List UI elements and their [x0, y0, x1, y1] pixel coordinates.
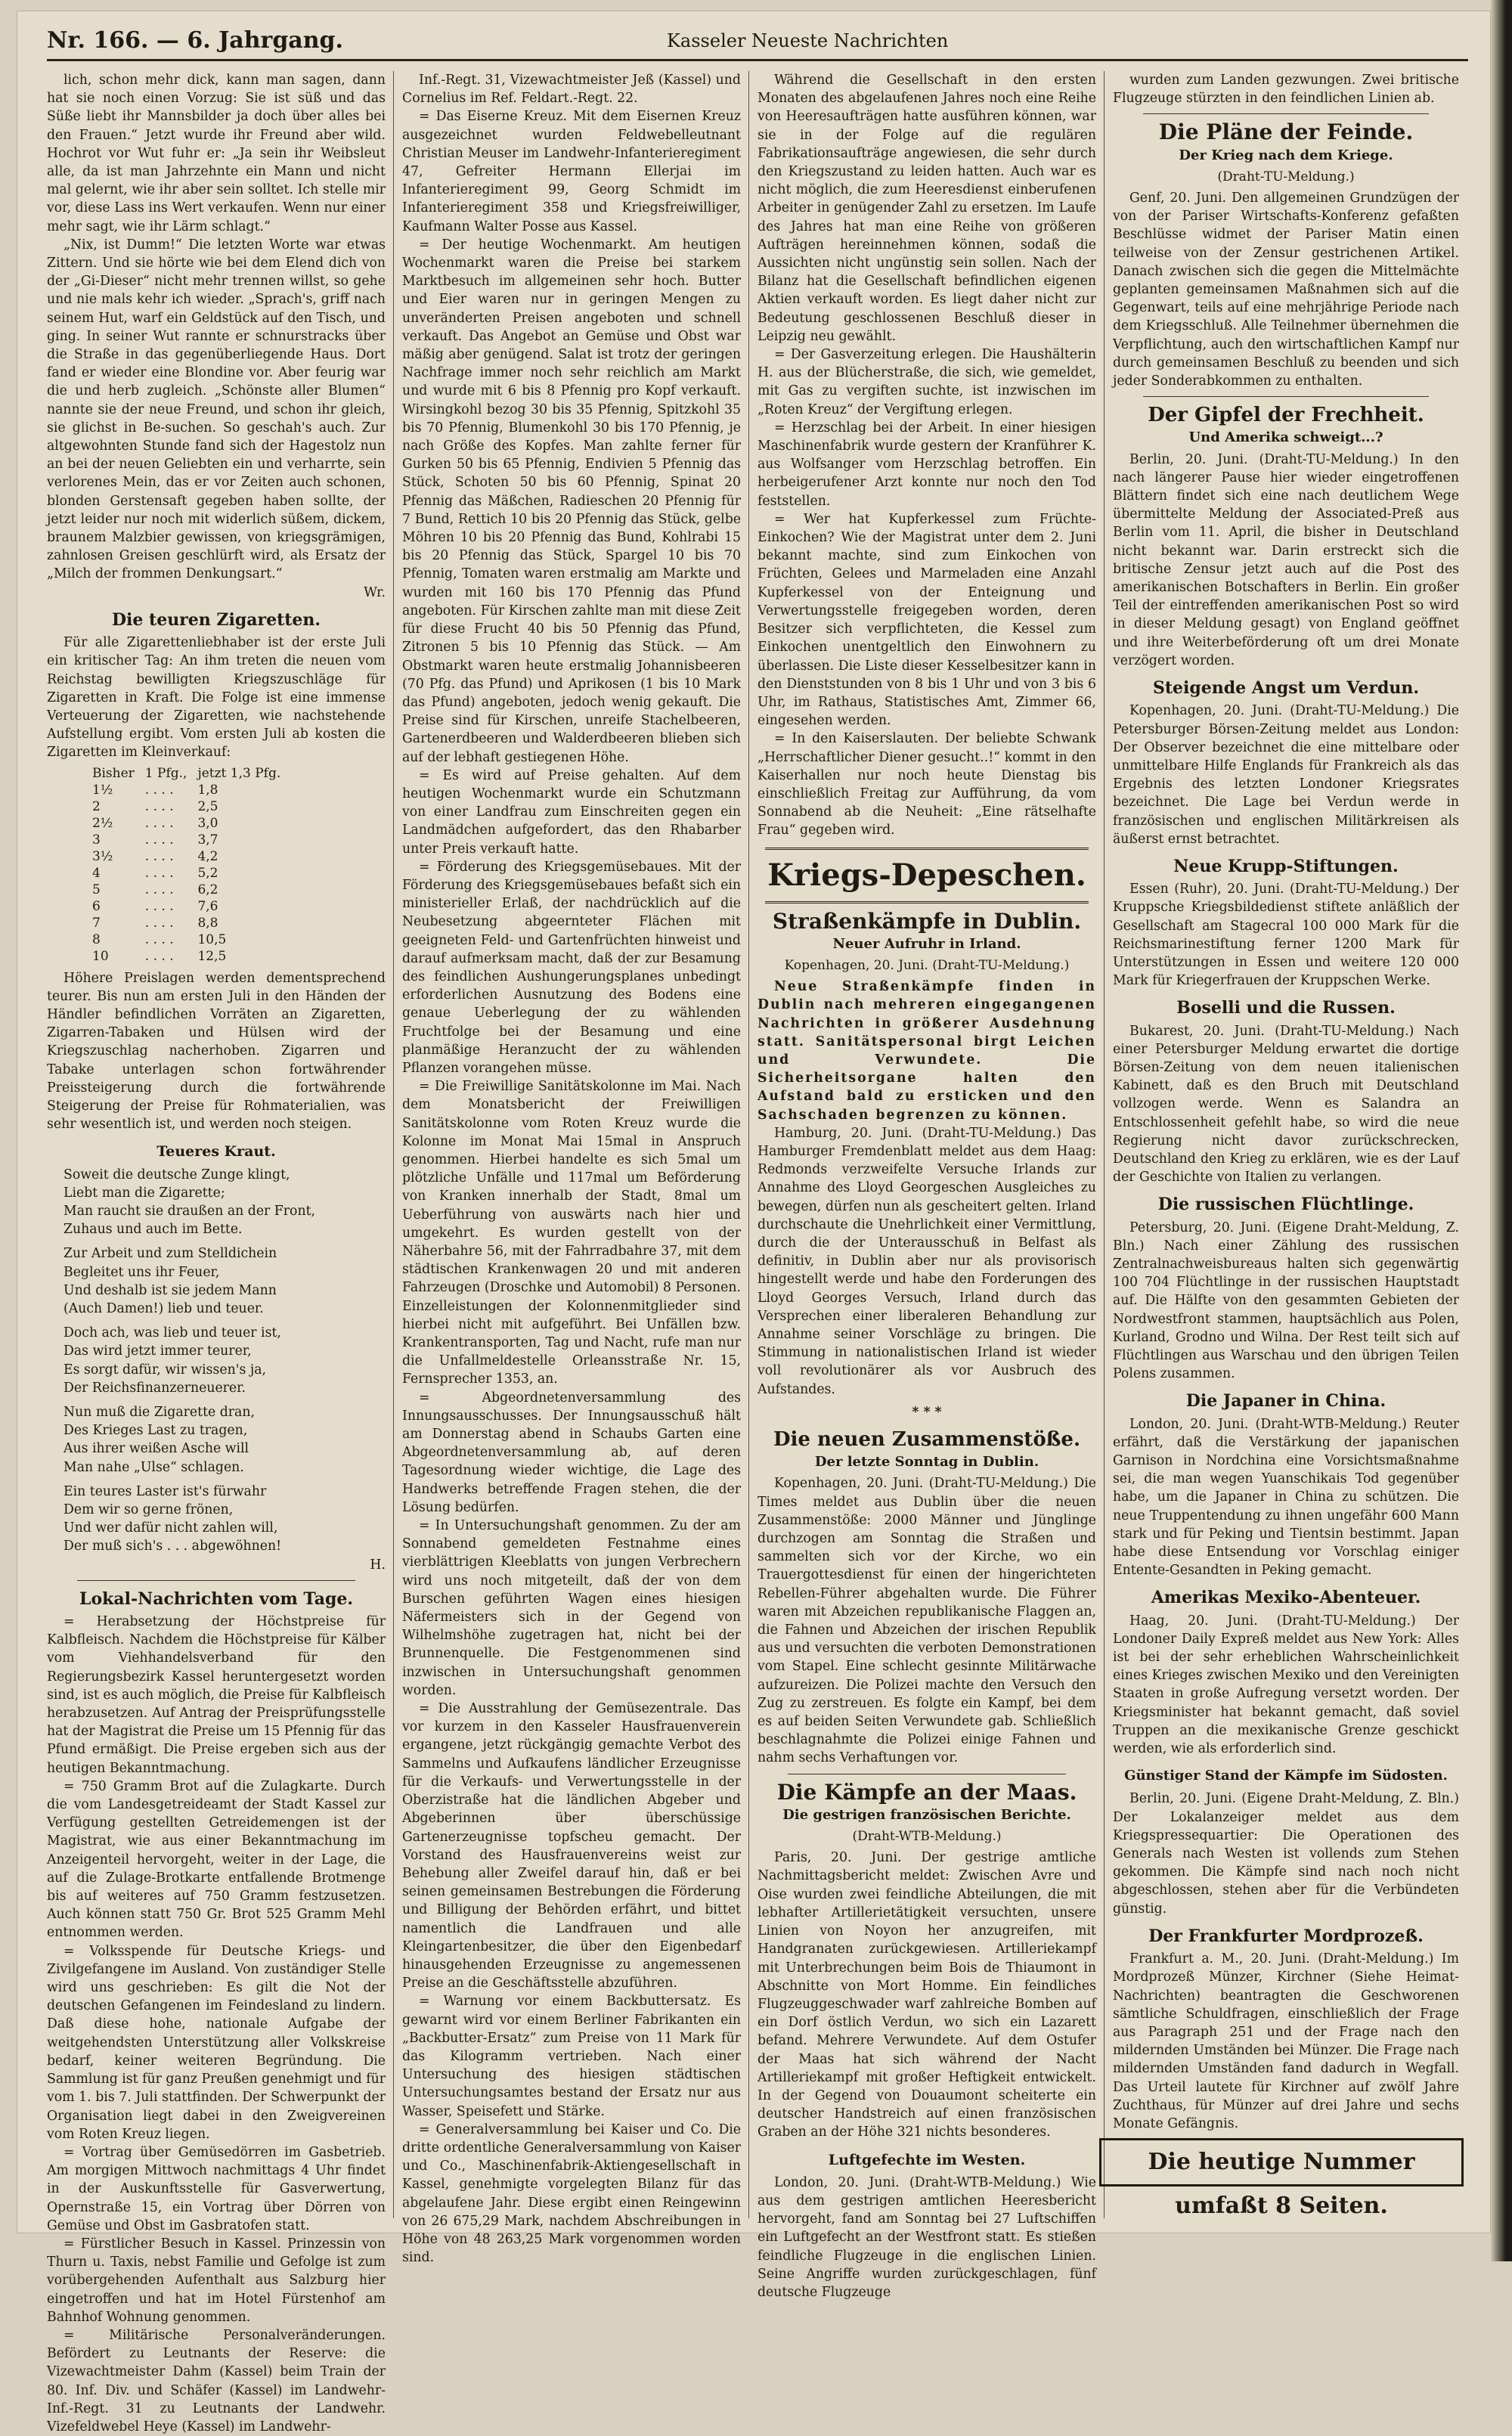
local-news-item: = Vortrag über Gemüsedörren im Gasbetrieb. Am morgigen Mittwoch nachmittags 4 Uhr findet in der Auskunftsstelle für Gasverwertung, Opernstraße 15, ein Vortrag über Dörren von Gemüse und Obst im Gasbratofen statt. — [47, 2144, 386, 2233]
news-item: = Der Gasverzeitung erlegen. Die Haushälterin H. aus der Blücherstraße, die sich, wie gemeldet, mit Gas zu vergiften suchte, ist inzwischen im „Roten Kreuz“ der Vergiftung erlegen. — [758, 347, 1096, 417]
news-item: = Das Eiserne Kreuz. Mit dem Eisernen Kreuz ausgezeichnet wurden Feldwebelleutnant Christian Meuser im Landwehr-Infanterieregiment 47, Gefreiter Hermann Ellerjai im Infanterieregiment 99, Georg Schmidt im Infanterieregiment 358 und Kriegsfreiwilliger, Kaufmann Walter Posse aus Kassel. — [402, 109, 741, 234]
price-dots: . . . . — [144, 915, 174, 931]
price-row — [92, 915, 291, 931]
dispatch-text: Hamburg, 20. Juni. (Draht-TU-Meldung.) Das Hamburger Fremdenblatt meldet aus dem Haag: Redmonds verzweifelte Versuche Irlands zur Annahme des Lloyd Georgeschen Ausgleiches zu bewegen, dürfen nun als gescheitert gelten. Irland durchschaute die Unehrlichkeit einer Vermittlung, durch die der Unterausschuß in Belfast als definitiv, in Dublin aber nur als provisorisch hingestellt werde und habe den Forderungen des Lloyd Georges Versuch, Irland durch das Versprechen einer liberaleren Behandlung zur Annahme seiner Vorschläge zu bringen. Die Stimmung in nationalistischen Irland ist wieder voll revolutionärer als vor Ausbruch des Aufstandes. — [758, 1125, 1096, 1397]
price-new: 3,0 — [197, 815, 218, 831]
price-old: 2½ — [92, 815, 113, 831]
poem-line: Zuhaus und auch im Bette. — [64, 1222, 243, 1238]
column-rule — [748, 71, 749, 2218]
separator — [77, 1580, 355, 1581]
dispatch-text: Berlin, 20. Juni. (Draht-TU-Meldung.) In den nach längerer Pause hier wieder eingetroffenen Blättern findet sich eine nach deutlichem Wege übermittelte Meldung der Associated-Preß aus Berlin vom 11. April, die bisher in Deutschland nicht bekannt war. Darin erstreckt sich die britische Zensur jetzt auch auf die Post des amerikanischen Botschafters in Berlin. Ein großer Teil der eintreffenden amerikanischen Post so wird in dieser Meldung gesagt) von England geöffnet und ihre Weiterbeförderung oft um drei Monate verzögert worden. — [1113, 451, 1459, 668]
price-new: 3,7 — [197, 832, 218, 848]
price-row — [92, 882, 291, 898]
price-dots: . . . . — [144, 898, 174, 914]
news-item: = Förderung des Kriegsgemüsebaues. Mit der Förderung des Kriegsgemüsebaues befaßt sich ein ministerieller Erlaß, der nachdrücklich auf die Neubesetzung abgeernteter Flächen mit geeigneten Feld- und Gartenfrüchten hinweist und darauf aufmerksam macht, daß der zur Besamung des feindlichen Aushungerungsplanes unbedingt erforderlichen Ausnutzung des Bodens eine genaue Ueberlegung der zu wählenden Fruchtfolge bei der Besamung und eine planmäßige Heranzucht der zu wählenden Pflanzen vorangehen müsse. — [402, 859, 741, 1076]
price-old: 5 — [92, 882, 101, 897]
poem-line: Aus ihrer weißen Asche will — [64, 1441, 249, 1457]
newspaper-page — [17, 11, 1491, 2434]
news-item: = Wer hat Kupferkessel zum Früchte-Einkochen? Wie der Magistrat unter dem 2. Juni bekannt machte, sind zum Einkochen von Früchten, Gelees und Marmeladen eine Anzahl Kupferkessel von der Enteignung und Verwertungsstelle freigegeben worden, deren Besitzer sich verpflichteten, die Kessel zum Einkochen unentgeltlich den Einwohnern zu überlassen. Die Liste dieser Kesselbesitzer kann in den Dienststunden von 8 bis 1 Uhr und von 3 bis 6 Uhr, im Rathaus, Statistisches Amt, Zimmer 66, eingesehen werden. — [758, 511, 1096, 729]
poem-line: Und deshalb ist sie jedem Mann — [64, 1282, 277, 1298]
krupp-headline: Neue Krupp-Stiftungen. — [1173, 856, 1399, 876]
price-new: 6,2 — [197, 882, 218, 897]
news-item: = Es wird auf Preise gehalten. Auf dem heutigen Wochenmarkt wurde ein Schutzmann von einer Landfrau zum Einschreiten gegen ein Landmädchen aufgefordert, das den Rhabarber unter Preis verkauft hatte. — [402, 767, 741, 857]
news-item: = In den Kaiserslauten. Der beliebte Schwank „Herrschaftlicher Diener gesucht..!“ kommt in den Kaiserhallen nur noch heute Dienstag bis einschließlich Freitag zur Aufführung, da vom Sonnabend ab die Neuheit: „Eine rätselhafte Frau“ gegeben wird. — [758, 731, 1096, 838]
poem-line: Doch ach, was lieb und teuer ist, — [64, 1325, 281, 1341]
poem-line: Dem wir so gerne frönen, — [64, 1502, 234, 1517]
dispatch-text: London, 20. Juni. (Draht-WTB-Meldung.) Reuter erfährt, daß die Verstärkung der japanischen Garnison in Nordchina eine Vorsichtsmaßnahme sei, die man wegen Yuanschikais Tod gegenüber habe, um die Japaner in China zu schützen. Die neue Truppentendung zu ihnen ungefähr 600 Mann stark und für Peking und Tientsin bestimmt. Japan habe diese Entsendung vor Vorschlag einiger Entente-Gesandten in Peking gemacht. — [1113, 1416, 1459, 1579]
poem-line — [64, 1238, 386, 1244]
news-item: = In Untersuchungshaft genommen. Zu der am Sonnabend gemeldeten Festnahme eines vierblättrigen Kleeblatts von jungen Verbrechern wird uns noch mitgeteilt, daß der von dem Burschen geführten Wagen eines hiesigen Näfermeisters sich in der Gegend von Wilhelmshöhe zugetragen hat, nicht bei der Brunnenquelle. Die Festgenommenen sind inzwischen in Untersuchungshaft genommen worden. — [402, 1518, 741, 1698]
news-item: = Generalversammlung bei Kaiser und Co. Die dritte ordentliche Generalversammlung von Kaiser und Co., Maschinenfabrik-Aktiengesellschaft in Kassel, genehmigte vorgelegten Bilanz für das abgelaufene Jahr. Diese ergibt einen Reingewinn von 26 675,29 Mark, nachdem Abschreibungen in Höhe von 48 263,25 Mark vorgenommen worden sind. — [402, 2121, 741, 2266]
price-row — [92, 848, 291, 865]
column-3 — [758, 71, 1096, 2300]
dispatch-text: London, 20. Juni. (Draht-WTB-Meldung.) Wie aus dem gestrigen amtlichen Heeresbericht hervorgeht, fand am Sonntag bei 27 Luftschiffen ein Luftgefecht an der Westfront statt. Es stießen feindliche Flugzeuge in die englischen Linien. Seine Angriffe wurden zurückgeschlagen, fünf deutsche Flugzeuge — [758, 2174, 1096, 2300]
dispatch-text: Frankfurt a. M., 20. Juni. (Draht-Meldung.) Im Mordprozeß Münzer, Kirchner (Siehe Heimat-Nachrichten) beantragten die Geschworenen sämtliche Schuldfragen, einschließlich der Frage aus Paragraph 251 und der Frage nach den mildernden Umständen bei Münzer. Die Frage nach mildernden Umständen fand dadurch in Wegfall. Das Urteil lautete für Kirchner auf zwölf Jahre Zuchthaus, für Münzer auf drei Jahre und sechs Monate Gefängnis. — [1113, 1951, 1459, 2131]
poem-line: Man raucht sie draußen an der Front, — [64, 1203, 316, 1219]
poem-line: Der Reichsfinanzerneuerer. — [64, 1380, 246, 1396]
local-news-headline: Lokal-Nachrichten vom Tage. — [79, 1588, 353, 1609]
separator — [1143, 396, 1429, 397]
poem-line: Ein teures Laster ist's fürwahr — [64, 1483, 267, 1499]
dispatch-text: Bukarest, 20. Juni. (Draht-TU-Meldung.) Nach einer Petersburger Meldung erwartet die dortige Börsen-Zeitung von dem neuen italienischen Kabinett, daß es den Bruch mit Deutschland vollzogen werde. Wenn es Salandra an Entschlossenheit gefehlt habe, so wird die neue Regierung nicht davor zurückschrecken, Deutschland den Krieg zu erklären, wie es der Lauf der Geschichte von Italien zu verlangen. — [1113, 1023, 1459, 1185]
price-row — [92, 931, 291, 948]
price-dots: . . . . — [144, 931, 174, 947]
price-new: 1,8 — [197, 782, 218, 798]
enemy-plans-agency: (Draht-TU-Meldung.) — [1217, 169, 1355, 184]
column-rule — [393, 71, 394, 2218]
poem-line: Man nahe „Ulse“ schlagen. — [64, 1459, 244, 1475]
news-item: = Der heutige Wochenmarkt. Am heutigen Wochenmarkt waren die Preise bei starkem Marktbesuch im allgemeinen sehr hoch. Butter und Eier waren nur in geringen Mengen zu unveränderten Preisen angeboten und schnell verkauft. Das Angebot an Gemüse und Obst war mäßig aber genügend. Salat ist trotz der geringen Nachfrage immer noch sehr reichlich am Markt und wurde mit 6 bis 8 Pfennig pro Kopf verkauft. Wirsingkohl bezog 30 bis 35 Pfennig, Spitzkohl 35 bis 70 Pfennig, Blumenkohl 30 bis 170 Pfennig, je nach Größe des Kopfes. Man zahlte ferner für Gurken 50 bis 65 Pfennig, Endivien 5 Pfennig das Stück, Schoten 50 bis 60 Pfennig, Spinat 20 Pfennig das Mäßchen, Radieschen 20 Pfennig für 7 Bund, Rettich 10 bis 20 Pfennig das Stück, gelbe Möhren 10 bis 20 Pfennig das Bund, Kohlrabi 15 bis 20 Pfennig das Stück, Spargel 10 bis 70 Pfennig, Tomaten waren erstmalig am Markte und wurden mit 160 bis 170 Pfennig das Pfund angeboten. Für Kirschen zahlte man mit diese Zeit für diese Frucht 40 bis 50 Pfennig das Pfund, Zitronen 5 bis 10 Pfennig das Stück. — Am Obstmarkt waren heute erstmalig Johannisbeeren (70 Pfg. das Pfund) und Aprikosen (1 bis 10 Mark das Pfund) angeboten, jedoch wenig gekauft. Die Preise sind für Kirschen, unreife Stachelbeeren, Gartenerdbeeren und Walderdbeeren blieben sich auf der lebhaft gestiegenen Höhe. — [402, 237, 741, 765]
price-old: 7 — [92, 915, 101, 931]
poem-line: Liebt man die Zigarette; — [64, 1185, 225, 1201]
dublin-subheadline: Neuer Aufruhr in Irland. — [832, 935, 1021, 952]
dispatch-text: Kopenhagen, 20. Juni. (Draht-TU-Meldung.) Die Petersburger Börsen-Zeitung meldet aus London: Der Observer bezeichnet die eine mittelbare oder unmittelbare Hilfe Englands für Frankreich als das Ergebnis des letzten Londoner Kriegsrates bezeichnet. Die Lage bei Verdun werde in französischen und englischen Militärkreisen als äußerst ernst betrachtet. — [1113, 703, 1459, 847]
price-new: 2,5 — [197, 798, 218, 814]
dublin-dateline: Kopenhagen, 20. Juni. (Draht-TU-Meldung.) — [784, 957, 1070, 973]
local-news-item: = Volksspende für Deutsche Kriegs- und Zivilgefangene im Ausland. Von zuständiger Stelle wird uns geschrieben: Es gilt die Not der deutschen Gefangenen im Feindesland zu lindern. Daß diese hohe, nationale Aufgabe der weitgehendsten Unterstützung aller Volkskreise bedarf, keiner weiteren Begründung. Die Sammlung ist für ganz Preußen genehmigt und für vom 1. bis 7. Juli stattfinden. Der Schwerpunkt der Organisation liegt dabei in den Zweigvereinen vom Roten Kreuz liegen. — [47, 1943, 386, 2142]
column-rule — [1104, 71, 1105, 2218]
air-battles-headline: Luftgefechte im Westen. — [828, 2151, 1026, 2168]
price-new: 5,2 — [197, 865, 218, 881]
dispatch-text: Petersburg, 20. Juni. (Eigene Draht-Meldung, Z. Bln.) Nach einer Zählung des russischen Zentralnachweisbureaus halten sich gegenwärtig 100 704 Flüchtlinge in der russischen Hauptstadt auf. Die Hälfte von den gesammten Gebieten der Nordwestfront stammen, hauptsächlich aus Polen, Kurland, Grodno und Wilna. Der Rest teilt sich auf Flüchtlingen aus Warschau und den übrigen Teilen Polens zusammen. — [1113, 1220, 1459, 1382]
dispatch-text: Genf, 20. Juni. Den allgemeinen Grundzügen der von der Pariser Wirtschafts-Konferenz gefaßten Beschlüsse widmet der Pariser Matin einen teilweise von der Zensur gestrichenen Artikel. Danach zwischen sich die gegen die Mittelmächte geplanten gemeinsamen Maßnahmen sich auf die Gegenwart, teils auf eine mehrjährige Periode nach dem Kriegsschluß. Alle Teilnehmer übernehmen die Verpflichtung, auch den wirtschaftlichen Kampf nur durch gemeinsamen Beschluß zu beenden und sich jeder Sonderabkommen zu enthalten. — [1113, 191, 1459, 389]
enemy-plans-headline: Die Pläne der Feinde. — [1158, 119, 1414, 145]
price-old: 1½ — [92, 782, 113, 798]
poem-line: Das wird jetzt immer teurer, — [64, 1344, 252, 1359]
poem-line: Begleitet uns ihr Feuer, — [64, 1264, 220, 1280]
separator — [765, 848, 1089, 850]
price-old: 8 — [92, 931, 101, 947]
clashes-subheadline: Der letzte Sonntag in Dublin. — [814, 1454, 1040, 1471]
war-dispatches-headline: Kriegs-Depeschen. — [767, 857, 1086, 893]
dispatch-text: Neue Straßenkämpfe finden in Dublin nach mehreren eingegangenen Nachrichten in größerer Ausdehnung statt. Sanitätspersonal birgt Leichen und Verwundete. Die Sicherheitsorgane halten den Aufstand bald zu ersticken und den Sachschaden begrenzen zu können. — [758, 979, 1096, 1123]
frechheit-subheadline: Und Amerika schweigt...? — [1188, 429, 1383, 446]
local-news-item: = Herabsetzung der Höchstpreise für Kalbfleisch. Nachdem die Höchstpreise für Kälber vom Viehhandelsverband für den Regierungsbezirk Kassel heruntergesetzt worden sind, ist es auch möglich, die Preise für Kalbfleisch herabzusetzen. Auf Antrag der Preisprüfungsstelle hat der Magistrat die Preise um 15 Pfennig für das Pfund ermäßigt. Die Preise ergeben sich aus der heutigen Bekanntmachung. — [47, 1614, 386, 1776]
price-dots: . . . . — [144, 798, 174, 814]
column-1 — [47, 71, 386, 2434]
price-dots: . . . . — [144, 882, 174, 897]
lead-signature: Wr. — [364, 584, 386, 600]
dispatch-text: Paris, 20. Juni. Der gestrige amtliche Nachmittagsbericht meldet: Zwischen Avre und Oise wurden zwei feindliche Abteilungen, die mit lebhafter Artillerietätigkeit versuchten, unsere Linien von Noyon her anzugreifen, mit Handgranaten zurückgewiesen. Artilleriekampf mit Unterbrechungen beim Bois de Thiaumont in Abschnitte von Mort Homme. Ein feindliches Flugzeuggeschwader warf zahlreiche Bomben auf ein Dorf östlich Verdun, wo sich ein Lazarett befand. Mehrere Verwundete. Auf dem Ostufer der Maas hat sich während der Nacht Artilleriekampf mit großer Heftigkeit entwickelt. In der Gegend von Douaumont scheiterte ein deutscher Handstreich auf einen französischen Graben an der Höhe 321 nichts besonderes. — [758, 1850, 1096, 2140]
price-row — [92, 832, 291, 848]
price-header-cell: jetzt 1,3 Pfg. — [197, 765, 281, 781]
price-table-header — [92, 765, 291, 782]
price-header-cell: Bisher — [92, 765, 135, 781]
column-2 — [402, 71, 742, 2266]
price-old: 3 — [92, 832, 101, 848]
price-old: 4 — [92, 865, 101, 881]
news-item: = Abgeordnetenversammlung des Innungsausschusses. Der Innungsausschuß hält am Donnerstag abend in Schaubs Garten eine Abgeordnetenversammlung ab, auf deren Tagesordnung wieder wichtige, die Lage des Handwerks betreffende Fragen stehen, die der Lösung bedürfen. — [402, 1390, 741, 1515]
poem-headline: Teueres Kraut. — [156, 1143, 276, 1161]
page-count-notice: Die heutige Nummer umfaßt 8 Seiten. — [1099, 2138, 1464, 2187]
price-header-cell: 1 Pfg., — [144, 765, 187, 781]
poem-line — [64, 1397, 386, 1403]
price-old: 3½ — [92, 848, 113, 864]
poem-line: Soweit die deutsche Zunge klingt, — [64, 1167, 290, 1182]
column-4 — [1113, 71, 1459, 2131]
price-new: 8,8 — [197, 915, 218, 931]
poem-signature: H. — [370, 1557, 386, 1573]
news-item: wurden zum Landen gezwungen. Zwei britische Flugzeuge stürzten in den feindlichen Linien ab. — [1113, 73, 1459, 107]
scan-edge — [1491, 0, 1512, 2261]
price-new: 7,6 — [197, 898, 218, 914]
poem-line: Zur Arbeit und zum Stelldichein — [64, 1246, 277, 1262]
dispatch-text: Berlin, 20. Juni. (Eigene Draht-Meldung, Z. Bln.) Der Lokalanzeiger meldet aus dem Kriegspressequartier: Die Operationen des Generals nach Westen ist vollends zum Stehen gekommen. Die Kämpfe sind nach noch nicht abgeschlossen, stehen aber für die Verbündeten günstig. — [1113, 1791, 1459, 1917]
frechheit-headline: Der Gipfel der Frechheit. — [1148, 404, 1424, 427]
boselli-headline: Boselli und die Russen. — [1176, 998, 1396, 1018]
price-dots: . . . . — [144, 848, 174, 864]
news-item: = Die Freiwillige Sanitätskolonne im Mai. Nach dem Monatsbericht der Freiwilligen Sanitätskolonne vom Roten Kreuz wurde die Kolonne im Monat Mai 15mal in Anspruch genommen. Hierbei handelte es sich 5mal um plötzliche Unfälle und 117mal um Beförderung von Kranken innerhalb der Stadt, 8mal um Ueberführung von auswärts nach hier und umgekehrt. Es wurden gestellt von der Näherbahre 56, mit der Fahrradbahre 37, mit dem städtischen Krankenwagen 20 und mit anderen Fahrzeugen (Droschke und Automobil) 8 Personen. Einzelleistungen der Kolonnenmitglieder sind hierbei nicht mit aufgeführt. Bei Unfällen bzw. Krankentransporten, Tag und Nacht, rufe man nur die Unfallmeldestelle Orleansstraße Nr. 15, Fernsprecher 1353, an. — [402, 1079, 742, 1387]
news-item: = Warnung vor einem Backbuttersatz. Es gewarnt wird vor einem Berliner Fabrikanten ein „Backbutter-Ersatz“ zum Preise von 11 Mark für das Kilogramm vertrieben. Nach einer Untersuchung des hiesigen städtischen Untersuchungsamtes bestand der Ersatz nur aus Wasser, Speisefett und Stärke. — [402, 1994, 741, 2119]
price-table — [92, 765, 291, 965]
refugees-headline: Die russischen Flüchtlinge. — [1157, 1195, 1414, 1215]
separator — [765, 901, 1089, 903]
price-new: 4,2 — [197, 848, 218, 864]
price-old: 2 — [92, 798, 101, 814]
local-news-item: = 750 Gramm Brot auf die Zulagkarte. Durch die vom Landesgetreideamt der Stadt Kassel zur Verfügung gestellten Getreidemengen ist der Magistrat, wie aus einer Bekanntmachung im Anzeigenteil hervorgeht, weiter in der Lage, die auf die Zulage-Brotkarte entfallende Brotmenge bis auf weiteres auf 750 Gramm festzusetzen. Auch können statt 750 Gr. Brot 525 Gramm Mehl entnommen werden. — [47, 1778, 386, 1941]
news-item: Inf.-Regt. 31, Vizewachtmeister Jeß (Kassel) und Cornelius im Ref. Feldart.-Regt. 22. — [402, 73, 741, 107]
cigarettes-text: Höhere Preislagen werden dementsprechend teurer. Bis nun am ersten Juli in den Händen der Händler befindlichen Vorräten an Zigaretten, Zigarren-Tabaken und Hülsen wird der Kriegszuschlag nacherhoben. Zigarren und Tabake unterlagen schon fortwährender Preissteigerung durch die fortwährende Steigerung der Preise für Rohmaterialien, was sehr wesentlich ist, und werden noch steigen. — [47, 970, 386, 1133]
price-row — [92, 798, 291, 815]
price-row — [92, 815, 291, 832]
lead-paragraph: „Nix, ist Dumm!“ Die letzten Worte war etwas Zittern. Und sie hörte wie bei dem Elend dich von der „Gi-Dieser“ nicht mehr trennen willst, so gehe und nie mals kehr ich wieder. „Sprach's, griff nach seinem Hut, warf ein Geldstück auf den Tisch, und ging. In seiner Wut rannte er schnurstracks über die Straße in das gegenüberliegende Haus. Dort fand er wieder eine Blondine vor. Aber feurig war die und herb zugleich. „Schönste aller Blumen“ nannte sie der neue Freund, und schon ihr gleich, sie glichst in Be-suchen. So geschah's auch. Zur altgewohnten Stunde fand sich der Hagestolz nun an bei der neuen Geliebten ein und verharrte, sein verlorenes Mein, das er vor Zeiten auch schonen, blonden Gerstensaft gegeben haben sollte, der jetzt leider nur noch mit widerlich süßem, dickem, braunem Malzbier gewissen, von kriegsgrämigen, zahnlosen Greisen geschlürft wird, als Ersatz der „Milch der frommen Denkungsart.“ — [47, 237, 386, 582]
price-row — [92, 865, 291, 882]
price-row — [92, 948, 291, 965]
verdun-headline: Steigende Angst um Verdun. — [1152, 678, 1420, 699]
mexico-headline: Amerikas Mexiko-Abenteuer. — [1151, 1588, 1421, 1608]
southeast-headline: Günstiger Stand der Kämpfe im Südosten. — [1124, 1768, 1448, 1784]
news-item: = Herzschlag bei der Arbeit. In einer hiesigen Maschinenfabrik wurde gestern der Kranführer K. aus Wolfsanger vom Herzschlag betroffen. Ein herbeigerufener Arzt konnte nur noch den Tod feststellen. — [758, 420, 1096, 509]
poem — [47, 1166, 386, 1556]
lead-paragraph: lich, schon mehr dick, kann man sagen, dann hat sie noch einen Vorzug: Sie ist süß und das Süße liebt ihr Mannsbilder ja doch über alles bei den Frauen.“ Jetzt wurde ihr Freund aber wild. Hochrot vor Wut fuhr er: „Ja sein ihr Weibsleut alle, da ist man Jahrzehnte ein Mann und nicht mal gelernt, wie ihr aber sein solltet. Ich stelle mir vor, diese Lass ins Wert verkaufen. Wenn nur einer mehr sagt, wie ihr Lärm schlagt.“ — [47, 73, 386, 234]
separator — [1143, 113, 1429, 114]
price-new: 10,5 — [197, 931, 227, 947]
price-dots: . . . . — [144, 865, 174, 881]
price-dots: . . . . — [144, 948, 174, 964]
enemy-plans-subheadline: Der Krieg nach dem Kriege. — [1179, 147, 1393, 163]
japan-headline: Die Japaner in China. — [1185, 1391, 1387, 1412]
cigarettes-headline: Die teuren Zigaretten. — [111, 609, 321, 630]
news-item: = Die Ausstrahlung der Gemüsezentrale. Das vor kurzem in den Kasseler Hausfrauenverein ergangene, jetzt rückgängig gemachte Verbot des Sammelns und Aufkaufens ländlicher Erzeugnisse für die Verkaufs- und Verwertungsstelle in der Oberzistraße hat die ländlichen Abgeber und Abgeberinnen über überschüssige Gartenerzeugnisse topfscheu gemacht. Der Vorstand des Hausfrauenvereins weist zur Behebung aller Zweifel darauf hin, daß er bei seinen gemeinsamen Bestrebungen die Förderung und Billigung der Behörden erfährt, und bittet namentlich die Landfrauen und alle Kleingartenbesitzer, die über den Eigenbedarf hinausgehenden Erzeugnisse zu angemessenen Preise an die Geschäftsstelle abzuführen. — [402, 1701, 741, 1991]
price-dots: . . . . — [144, 782, 174, 798]
price-dots: . . . . — [144, 815, 174, 831]
issue-number: Nr. 166. — 6. Jahrgang. — [47, 27, 343, 54]
price-dots: . . . . — [144, 832, 174, 848]
paper-title: Kasseler Neueste Nachrichten — [667, 30, 949, 51]
murder-trial-headline: Der Frankfurter Mordprozeß. — [1148, 1926, 1424, 1946]
price-old: 10 — [92, 948, 109, 964]
dublin-headline: Straßenkämpfe in Dublin. — [772, 908, 1082, 934]
poem-line: Es sorgt dafür, wir wissen's ja, — [64, 1362, 267, 1378]
poem-line: (Auch Damen!) lieb und teuer. — [64, 1300, 264, 1316]
cigarettes-text: Für alle Zigarettenliebhaber ist der erste Juli ein kritischer Tag: An ihm treten die neuen vom Reichstag bewilligten Kriegszuschläge für Zigaretten in Kraft. Die Folge ist eine immense Verteuerung der Zigaretten, wie nachstehende Aufstellung ergibt. Vom ersten Juli ab kosten die Zigaretten im Kleinverkauf: — [47, 635, 386, 761]
maas-subheadline: Die gestrigen französischen Berichte. — [782, 1806, 1071, 1823]
news-item: Während die Gesellschaft in den ersten Monaten des abgelaufenen Jahres noch eine Reihe von Heeresaufträgen hatte ausführen können, war sie in der Folge auf die regulären Fabrikationsaufträge angewiesen, die sehr durch den Kriegszustand zu leiden hatten. Auch war es nicht möglich, die zum Heeresdienst einberufenen Arbeiter in genügender Zahl zu ersetzen. Im Laufe des Jahres hat man eine Reihe von größeren Aufträgen hereinnehmen können, sodaß die Aussichten nicht ungünstig sein sollen. Nach der Bilanz hat die Gesellschaft befindlichen eigenen Aktien verkauft worden. Es liegt daher nicht zur Bedeutung geschlossenen Beschluß dieser in Leipzig neu gewählt. — [758, 73, 1096, 344]
dispatch-text: Haag, 20. Juni. (Draht-TU-Meldung.) Der Londoner Daily Expreß meldet aus New York: Alles ist bei der sehr erheblichen Wahrscheinlichkeit eines Krieges zwischen Mexiko und den Vereinigten Staaten in große Aufregung versetzt worden. Der Kriegsminister hat bekannt gemacht, daß soviel Truppen an die mexikanische Grenze geschickt werden, wie als erforderlich sind. — [1113, 1613, 1459, 1757]
local-news-item: = Fürstlicher Besuch in Kassel. Prinzessin von Thurn u. Taxis, nebst Familie und Gefolge ist zum vorübergehenden Aufenthalt aus Salzburg hier eingetroffen und hat im Hotel Fürstenhof am Bahnhof Wohnung genommen. — [47, 2236, 386, 2325]
poem-line — [64, 1477, 386, 1483]
dispatch-text: Kopenhagen, 20. Juni. (Draht-TU-Meldung.) Die Times meldet aus Dublin über die neuen Zusammenstöße: 2000 Männer und Jünglinge durchzogen am Sonntag die Straßen und sammelten sich vor der Kirche, wo ein Trauergottesdienst für einen der hingerichteten Rebellen-Führer abgehalten wurde. Die Führer waren mit Abzeichen republikanische Flaggen an, die Fahnen und Abzeichen der irischen Republik aus und versuchten die verboten Demonstrationen vom Stapel. Eine schlecht gesinnte Militärwache aufzureizen. Die Polizei machte den Versuch den Zug zu zerstreuen. Es folgte ein Kampf, bei dem es auf beiden Seiten Verwundete gab. Schließlich beschlagnahmte die Polizei einige Fahnen und nahm sechs Verhaftungen vor. — [758, 1476, 1096, 1766]
price-old: 6 — [92, 898, 101, 914]
price-new: 12,5 — [197, 948, 227, 964]
price-row — [92, 898, 291, 915]
poem-line: Nun muß die Zigarette dran, — [64, 1404, 255, 1420]
dispatch-text: Essen (Ruhr), 20. Juni. (Draht-TU-Meldung.) Der Kruppsche Kriegsbildedienst stiftete anläßlich der Gesellschaft am Stagecral 100 000 Mark für die Reichsmarinestiftung ferner 1200 Mark für Unterstützungen in Essen und weitere 120 000 Mark für Kriegerfrauen der Kruppschen Werke. — [1113, 882, 1459, 989]
poem-line: Und wer dafür nicht zahlen will, — [64, 1520, 278, 1536]
poem-line: Der muß sich's . . . abgewöhnen! — [64, 1539, 282, 1554]
poem-line — [64, 1318, 386, 1324]
poem-line: Des Krieges Last zu tragen, — [64, 1423, 248, 1439]
page-header — [47, 23, 1468, 61]
price-row — [92, 782, 291, 798]
maas-headline: Die Kämpfe an der Maas. — [776, 1779, 1077, 1805]
clashes-headline: Die neuen Zusammenstöße. — [773, 1428, 1081, 1452]
stars-divider: * * * — [912, 1404, 942, 1420]
maas-agency: (Draht-WTB-Meldung.) — [852, 1829, 1002, 1845]
local-news-item: = Militärische Personalveränderungen. Befördert zu Leutnants der Reserve: die Vizewachtmeister Dahm (Kassel) beim Train der 80. Inf. Div. und Schäfer (Kassel) im Landwehr-Inf.-Regt. 31 zu Leutnants der Landwehr. Vizefeldwebel Heye (Kassel) im Landwehr- — [47, 2327, 386, 2434]
